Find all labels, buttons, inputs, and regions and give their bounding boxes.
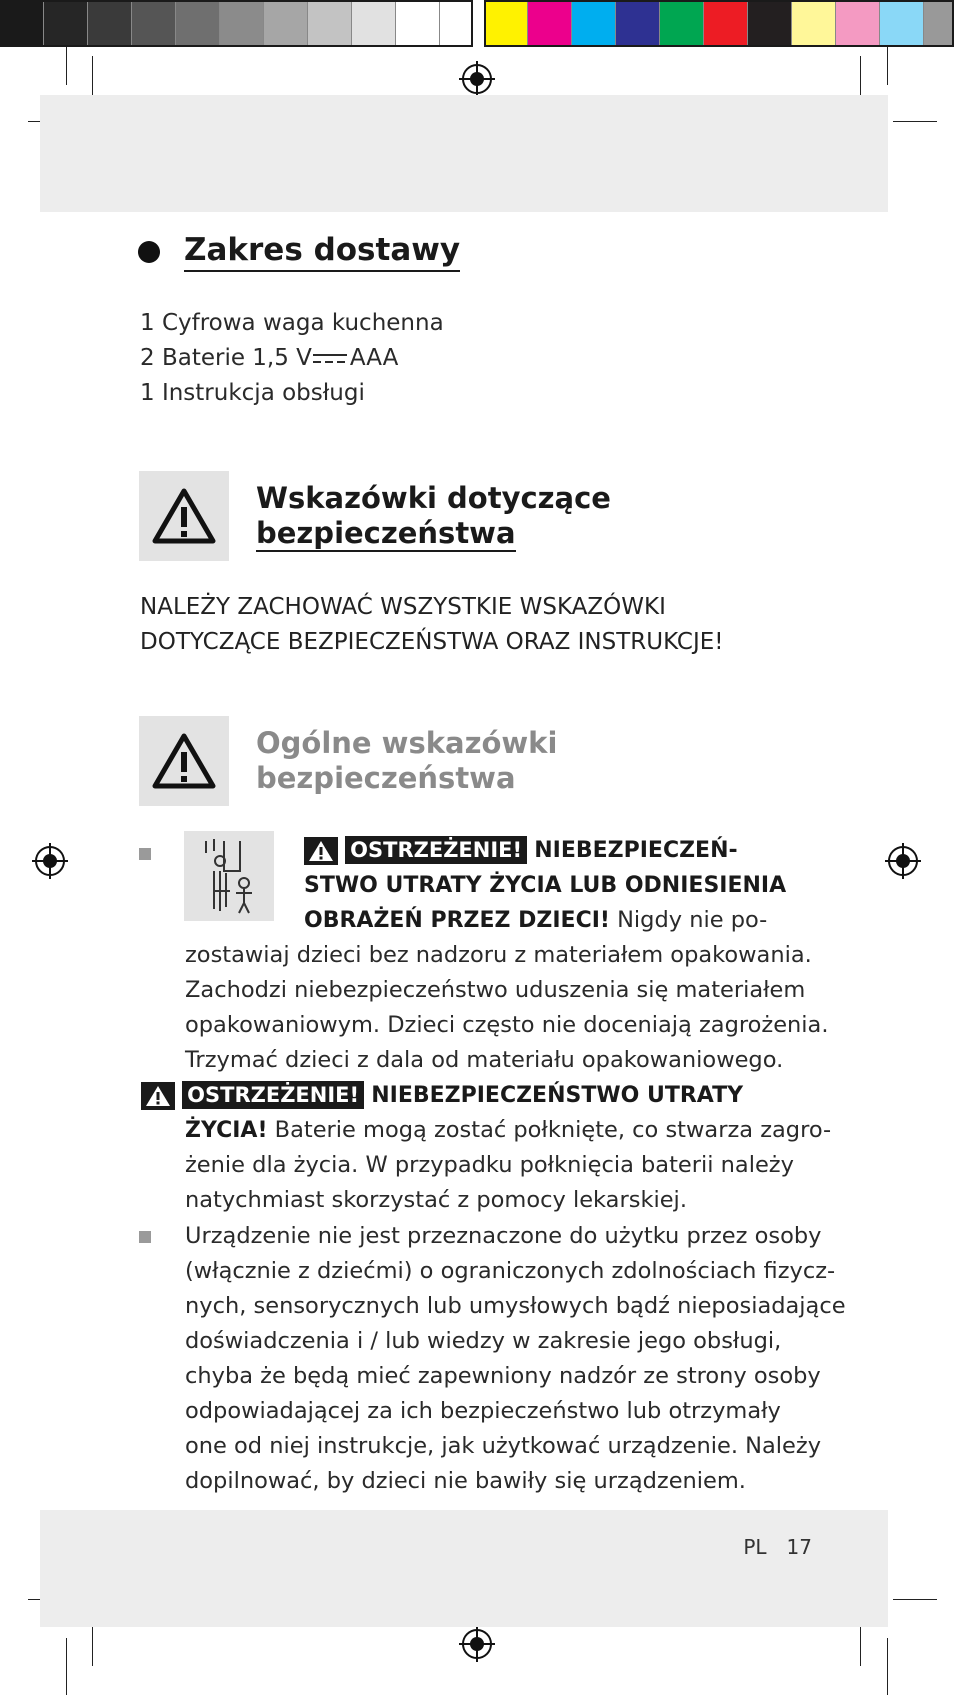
crop-mark [887,47,888,85]
color-swatch [352,0,396,47]
warning-1-body: zostawiaj dzieci bez nadzoru z materiałem opakowania. Zachodzi niebezpieczeństwo uduszenia się materiałem opakowaniowym. Dzieci często nie doceniają zagrożenia. Trzymać dzieci z dala od materiału opakowaniowego. [185,942,829,1073]
color-swatch [748,0,792,47]
list-item: 2 Baterie 1,5 V AAA [140,345,399,371]
color-swatch [792,0,836,47]
color-swatch [924,0,954,47]
bullet-dot-icon [138,241,160,263]
crop-mark [887,1638,888,1695]
color-swatch [176,0,220,47]
footer-band [40,1510,888,1627]
warning-triangle-icon [304,837,338,865]
color-calibration-bar-process [484,0,954,47]
section-heading-scope [138,232,460,272]
warning-label: OSTRZEŻENIE! [182,1081,364,1109]
section-title: Zakres dostawy [184,232,460,272]
color-swatch [616,0,660,47]
safety-instruction-caps: NALEŻY ZACHOWAĆ WSZYSTKIE WSKAZÓWKI DOTYCZĄCE BEZPIECZEŃSTWA ORAZ INSTRUKCJE! [140,594,724,655]
warning-label: OSTRZEŻENIE! [345,836,527,864]
color-swatch [704,0,748,47]
registration-mark-icon [32,843,68,879]
warning-1-head: OSTRZEŻENIE! NIEBEZPIECZEŃ- STWO UTRATY ŻYCIA LUB ODNIESIENIA OBRAŻEŃ PRZEZ DZIECI! Nigdy nie po- [304,838,787,933]
warning-triangle-icon [141,1082,175,1110]
color-swatch [308,0,352,47]
registration-mark-icon [459,1626,495,1662]
list-item: 1 Cyfrowa waga kuchenna [140,310,444,336]
crop-mark [66,47,67,85]
list-bullet [139,1231,151,1243]
list-bullet [139,848,151,860]
color-swatch [220,0,264,47]
warning-2-body: ŻYCIA! Baterie mogą zostać połknięte, co stwarza zagro- żenie dla życia. W przypadku połknięcia baterii należy natychmiast skorzystać z pomocy lekarskiej. [185,1117,832,1213]
crop-mark [893,121,937,122]
registration-mark-icon [459,61,495,97]
color-swatch [880,0,924,47]
crop-mark [66,1638,67,1695]
header-band [40,95,888,212]
color-swatch [132,0,176,47]
child-with-packaging-icon [184,831,274,921]
section-title-safety: Wskazówki dotyczące bezpieczeństwa [256,481,611,550]
page-number: 17 [786,1535,812,1559]
direct-current-icon [313,352,347,366]
section-title-general-safety: Ogólne wskazówki bezpieczeństwa [256,726,558,795]
warning-triangle-icon [139,716,229,806]
registration-mark-icon [885,843,921,879]
color-swatch [836,0,880,47]
color-calibration-bar-grayscale [0,0,440,47]
color-swatch [528,0,572,47]
usage-restriction-paragraph: Urządzenie nie jest przeznaczone do użytku przez osoby (włącznie z dziećmi) o ograniczonych zdolnościach fizycz- nych, sensorycznych lub umysłowych bądź nieposiadające doświadczenia i / lub wiedzy w zakresie jego obsługi, chyba że będą mieć zapewniony nadzór ze strony osoby odpowiadającej za ich bezpieczeństwo lub otrzymały one od niej instrukcje, jak użytkować urządzenie. Należy dopilnować, by dzieci nie bawiły się urządzeniem. [185,1223,846,1494]
color-swatch [396,0,440,47]
scope-list [140,306,444,411]
list-item: 1 Instrukcja obsługi [140,380,365,406]
color-swatch [484,0,528,47]
color-swatch [88,0,132,47]
warning-2: OSTRZEŻENIE! NIEBEZPIECZEŃSTWO UTRATY [141,1078,743,1113]
color-swatch [44,0,88,47]
language-code: PL [743,1535,767,1559]
warning-triangle-icon [139,471,229,561]
crop-mark [893,1599,937,1600]
color-swatch [0,0,44,47]
color-swatch [660,0,704,47]
color-swatch [572,0,616,47]
color-swatch [264,0,308,47]
page-footer [743,1535,812,1559]
